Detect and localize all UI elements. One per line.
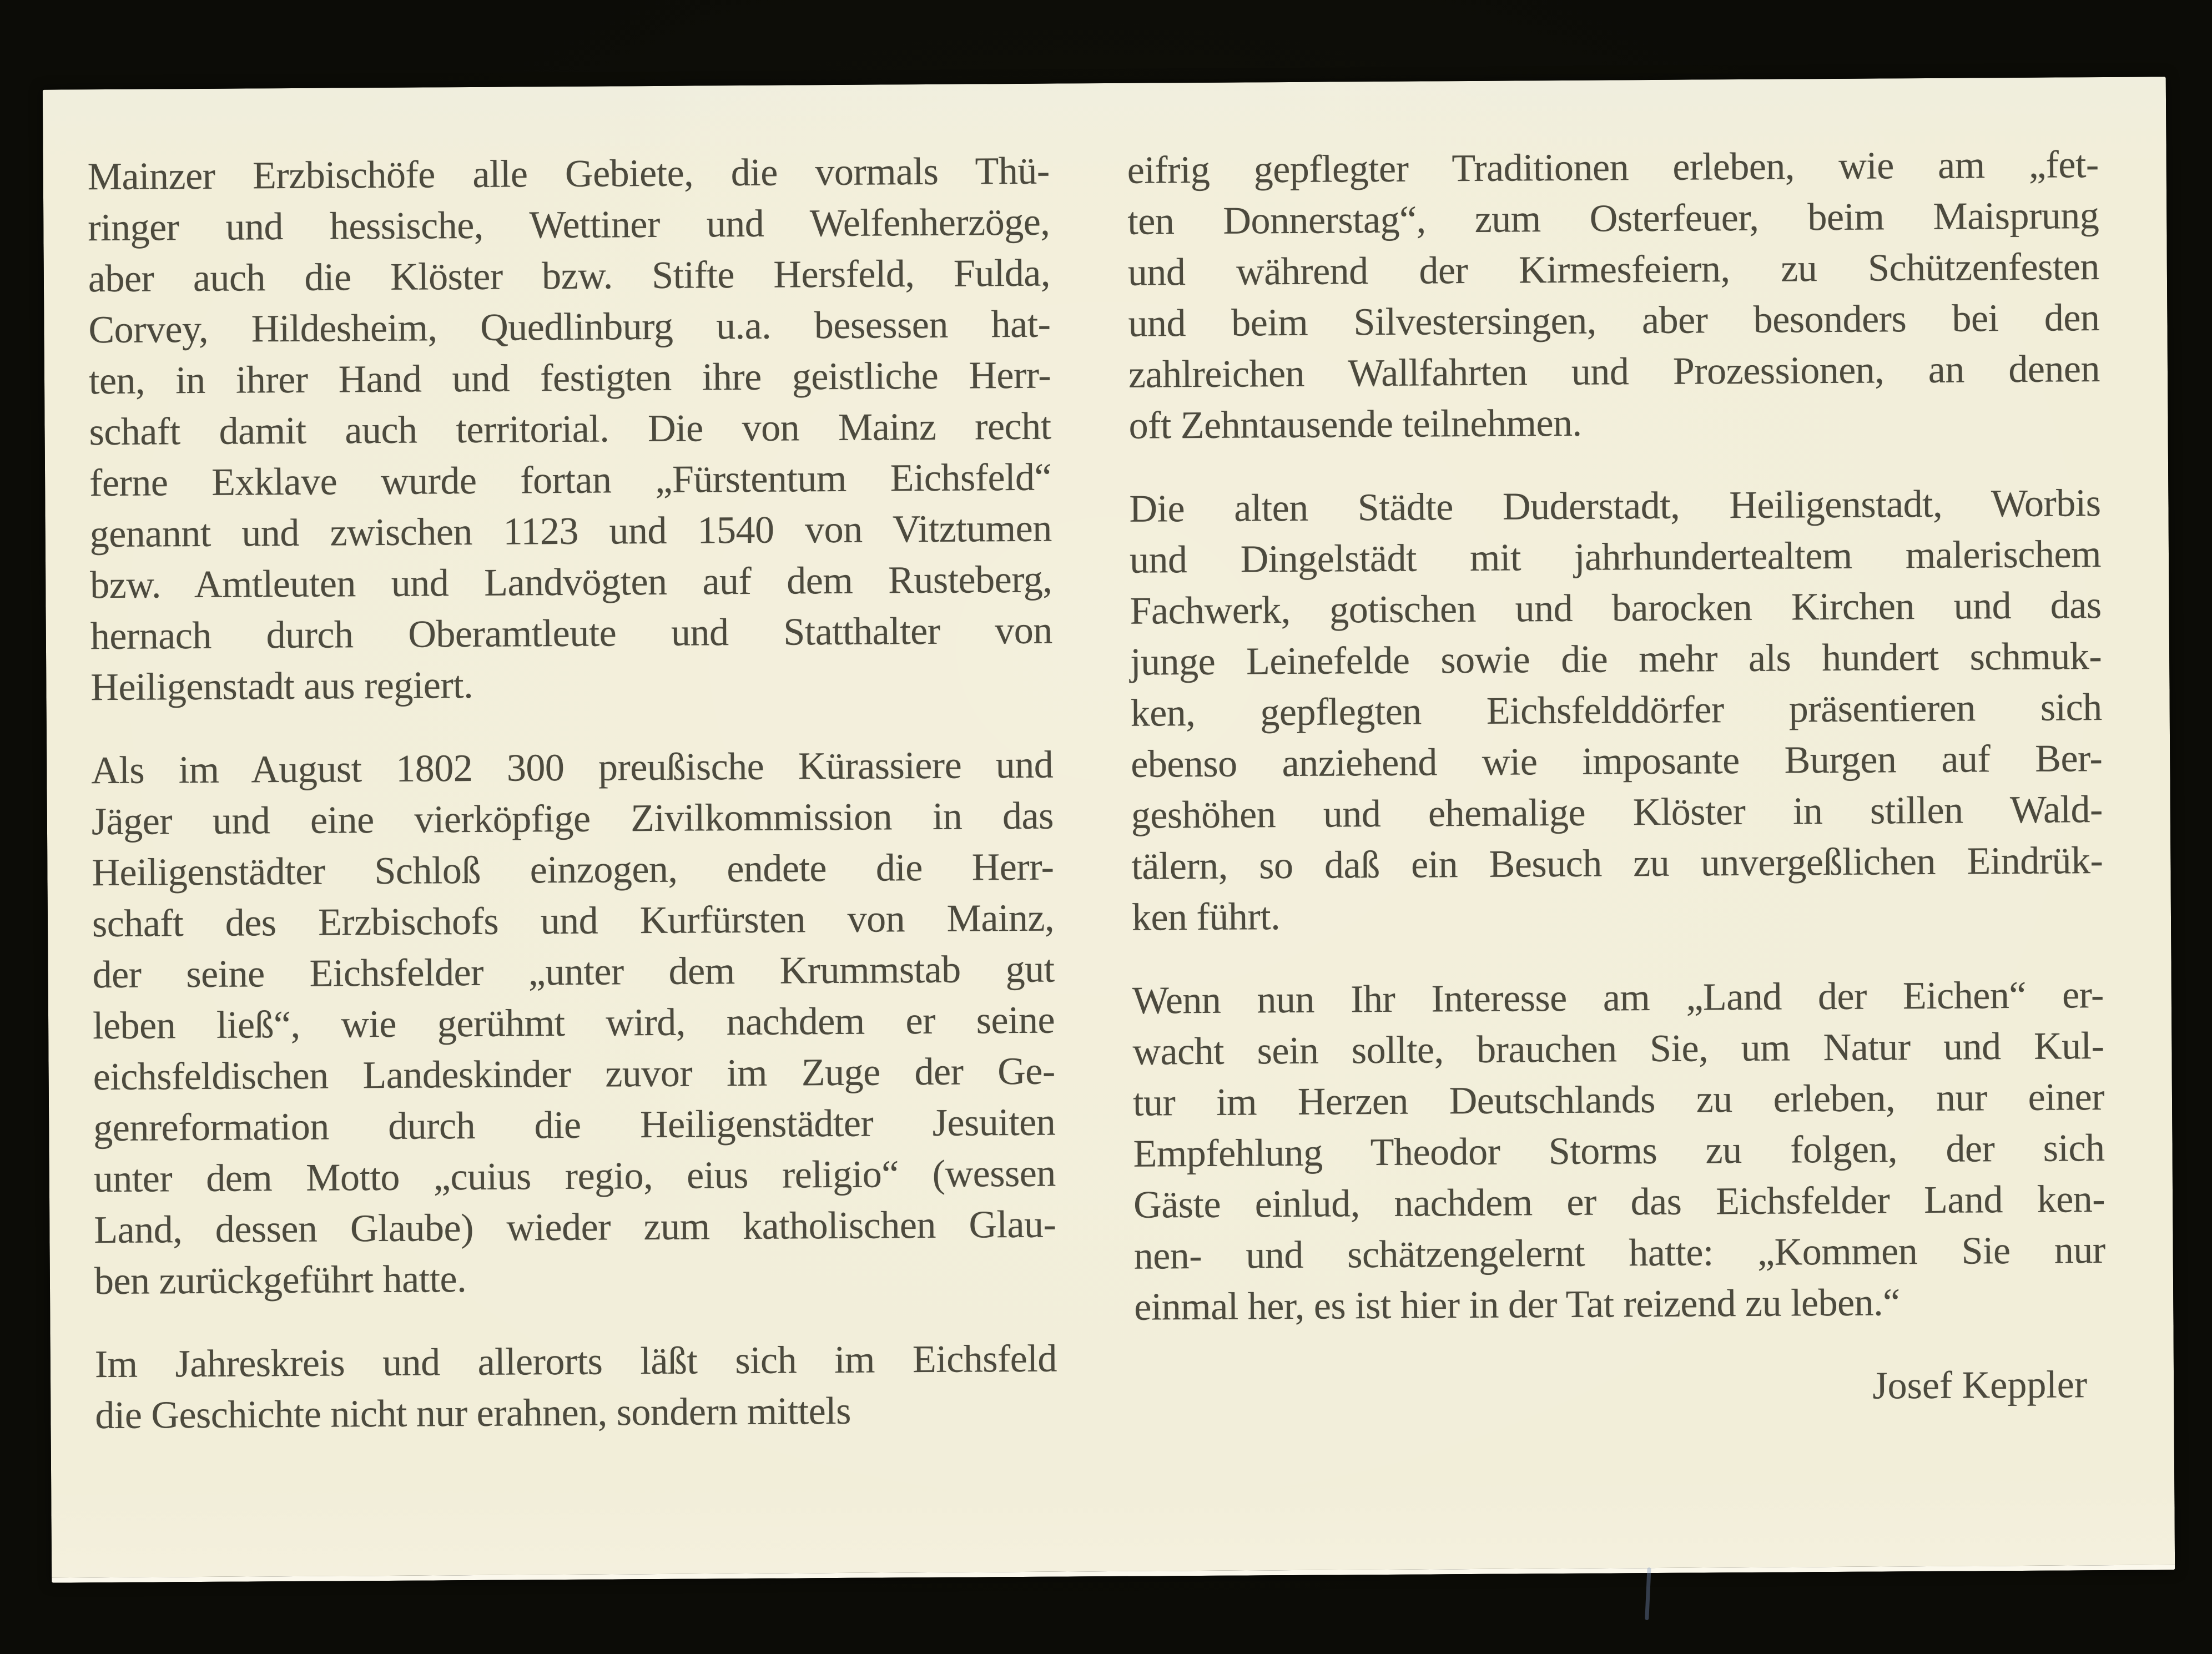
text-line: Corvey, Hildesheim, Quedlinburg u.a. besessen hat- (88, 302, 1051, 352)
text-line: Jäger und eine vierköpfige Zivilkommission in das (91, 794, 1054, 844)
text-line: ferne Exklave wurde fortan „Fürstentum Eichsfeld“ (89, 456, 1052, 505)
text-line: schaft damit auch territorial. Die von Mainz recht (89, 405, 1051, 454)
author-signature: Josef Keppler (1872, 1363, 2088, 1408)
paragraph (88, 146, 1053, 714)
book-page (43, 77, 2175, 1582)
text-line: hernach durch Oberamtleute und Statthalter von (90, 609, 1053, 658)
text-line: genreformation durch die Heiligenstädter Jesuiten (93, 1101, 1056, 1150)
text-line: nen- und schätzengelernt hatte: „Kommen Sie nur (1133, 1229, 2105, 1278)
text-line: junge Leinefelde sowie die mehr als hundert schmuk- (1130, 635, 2102, 684)
text-line: eifrig gepflegter Traditionen erleben, wie am „fet- (1127, 143, 2099, 192)
text-line: tälern, so daß ein Besuch zu unvergeßlichen Eindrük- (1131, 839, 2103, 888)
text-column-right (1127, 139, 2107, 1571)
text-line: eichsfeldischen Landeskinder zuvor im Zuge der Ge- (93, 1050, 1055, 1099)
text-line: schaft des Erzbischofs und Kurfürsten von Mainz, (92, 896, 1055, 946)
text-line: Land, dessen Glaube) wieder zum katholischen Glau- (94, 1203, 1056, 1252)
paper-fiber-mark (1645, 1567, 1651, 1620)
text-line: die Geschichte nicht nur erahnen, sondern mittels (95, 1389, 851, 1438)
text-line: Als im August 1802 300 preußische Kürassiere und (91, 743, 1054, 793)
text-line: Im Jahreskreis und allerorts läßt sich im Eichsfeld (94, 1337, 1057, 1386)
text-line: Wenn nun Ihr Interesse am „Land der Eichen“ er- (1132, 974, 2104, 1022)
text-line: Heiligenstadt aus regiert. (90, 663, 473, 709)
text-line: unter dem Motto „cuius regio, eius religio“ (wessen (93, 1152, 1056, 1201)
text-line: aber auch die Klöster bzw. Stifte Hersfeld, Fulda, (88, 251, 1051, 301)
text-line: und während der Kirmesfeiern, zu Schützenfesten (1127, 245, 2100, 294)
text-column-left (88, 146, 1059, 1578)
text-line: ringer und hessische, Wettiner und Welfenherzöge, (88, 200, 1050, 250)
text-line: bzw. Amtleuten und Landvögten auf dem Rusteberg, (90, 558, 1052, 607)
page-content (43, 77, 2175, 1577)
text-line: geshöhen und ehemalige Klöster in stillen Wald- (1131, 788, 2103, 837)
text-line: ben zurückgeführt hatte. (94, 1258, 467, 1303)
text-line: ten, in ihrer Hand und festigten ihre geistliche Herr- (88, 354, 1051, 403)
text-line: leben ließ“, wie gerühmt wird, nachdem er seine (92, 999, 1055, 1048)
text-line: ken führt. (1131, 895, 1281, 939)
text-line: der seine Eichsfelder „unter dem Krummstab gut (92, 947, 1055, 997)
text-line: oft Zehntausende teilnehmen. (1128, 401, 1582, 447)
text-line: Die alten Städte Duderstadt, Heiligenstadt, Worbis (1129, 482, 2101, 531)
text-line: ebenso anziehend wie imposante Burgen auf Ber- (1131, 737, 2103, 786)
text-line: ken, gepflegten Eichsfelddörfer präsentieren sich (1130, 686, 2102, 735)
text-line: Empfehlung Theodor Storms zu folgen, der sich (1133, 1127, 2105, 1176)
paragraph (1127, 139, 2100, 452)
text-line: wacht sein sollte, brauchen Sie, um Natur und Kul- (1132, 1025, 2104, 1073)
text-line: Mainzer Erzbischöfe alle Gebiete, die vormals Thü- (87, 149, 1050, 199)
text-line: Fachwerk, gotischen und barocken Kirchen und das (1130, 584, 2102, 633)
paragraph (1132, 970, 2106, 1333)
text-line: Gäste einlud, nachdem er das Eichsfelder Land ken- (1133, 1178, 2105, 1227)
paragraph (95, 1334, 1057, 1442)
paragraph (91, 740, 1056, 1308)
paragraph (1129, 478, 2103, 944)
text-line: und Dingelstädt mit jahrhundertealtem malerischem (1129, 533, 2102, 582)
text-line: und beim Silvestersingen, aber besonders bei den (1128, 296, 2100, 345)
text-line: Heiligenstädter Schloß einzogen, endete die Herr- (92, 845, 1054, 895)
text-line: zahlreichen Wallfahrten und Prozessionen, an denen (1128, 347, 2100, 396)
text-line: tur im Herzen Deutschlands zu erleben, nur einer (1132, 1076, 2105, 1124)
text-line: genannt und zwischen 1123 und 1540 von Vitztumen (89, 507, 1052, 556)
text-line: einmal her, es ist hier in der Tat reizend zu leben.“ (1134, 1281, 1900, 1329)
text-line: ten Donnerstag“, zum Osterfeuer, beim Maisprung (1127, 194, 2099, 243)
